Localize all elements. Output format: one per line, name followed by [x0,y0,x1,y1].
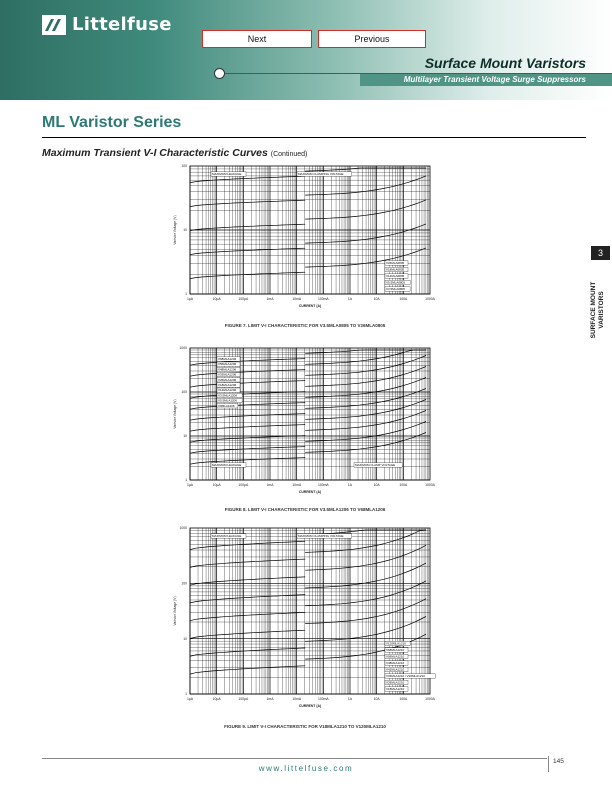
x-tick-label: 100mA [317,697,329,701]
figure-7-caption: FIGURE 7. LIMIT V-I CHARACTERISTIC FOR V3.5MLA0805 TO V26MLA0805 [224,323,386,328]
series-label: V5.5MLA1206 [218,398,238,403]
x-tick-label: 1A [347,483,353,487]
series-label: V26MLA1210 [386,680,405,685]
footer-rule [42,758,547,759]
website-link[interactable]: www.littelfuse.com [258,764,354,773]
figure-9-caption: FIGURE 9. LIMIT V-I CHARACTERISTIC FOR V18MLA1210 TO V120MLA1210 [224,724,386,729]
section-tab-number: 3 [591,246,610,260]
chart-annotation: MAXIMUM CLAMP VOLTAGE [355,463,396,467]
y-tick-label: 1 [185,478,187,483]
x-tick-label: 10A [373,697,380,701]
x-tick-label: 1000A [425,697,435,701]
chart-annotation: MAXIMUM LEAKAGE [212,172,242,176]
x-tick-label: 1000A [425,483,435,487]
x-tick-label: 100mA [317,483,329,487]
figure-7-chart [140,160,450,318]
x-tick-label: 1μA [186,483,194,487]
series-label: V3.5MLA0805 [386,287,406,291]
logo[interactable] [42,14,172,35]
x-tick-label: 1A [347,297,353,301]
series-label: V42MLA1210 [386,667,405,672]
page-header-subtitle: Multilayer Transient Voltage Surge Suppressors [403,75,586,84]
figure-9 [140,522,450,718]
y-tick-label: 1000 [179,526,187,531]
page-number: 145 [553,758,564,765]
series-label: V26MLA0805 [386,261,405,265]
series-label: V56MLA1206 [218,362,237,367]
y-axis-label: Varistor Voltage (V) [173,399,177,429]
series-label: V14MLA1206 [218,388,237,393]
x-tick-label: 100A [399,483,408,487]
x-axis-label: CURRENT (A) [298,304,322,308]
series-label: V3.5MLA1206 [218,393,238,398]
page-header-title: Surface Mount Varistors [424,55,586,71]
next-button[interactable]: Next [202,30,312,48]
x-tick-label: 1A [347,697,353,701]
x-tick-label: 10mA [292,483,302,487]
littelfuse-logo-icon [42,15,66,35]
y-axis-label: Varistor Voltage (V) [173,596,177,626]
y-tick-label: 1 [185,292,187,297]
section-title [42,147,307,159]
y-axis-label: Varistor Voltage (V) [173,215,177,245]
section-tab-line1: SURFACE MOUNT [590,281,597,339]
section-title-suffix: (Continued) [270,151,308,158]
x-axis-label: CURRENT (A) [298,490,322,494]
x-tick-label: 10mA [292,697,302,701]
section-title-text: Maximum Transient V-I Characteristic Curves [42,147,268,159]
figure-9-chart [140,522,450,718]
series-title: ML Varistor Series [42,114,182,131]
series-label: V68MLA1206 [218,357,237,361]
chart-annotation: MAXIMUM LEAKAGE [212,463,242,467]
x-tick-label: 10A [373,297,380,301]
series-label: V48MLA1206 [218,367,237,372]
y-tick-label: 1 [185,692,187,697]
x-tick-label: 10mA [292,297,302,301]
x-tick-label: 100μA [238,697,249,701]
figure-8 [140,342,450,504]
chart-annotation: MAXIMUM LEAKAGE [212,534,242,538]
series-label: V18MLA0805 [386,267,405,272]
series-label: V14MLA0805 [386,274,405,278]
chart-annotation: MAXIMUM CLAMPING VOLTAGE [298,534,344,538]
x-tick-label: 1mA [266,297,274,301]
series-label: V18MLA1210 [386,687,405,691]
section-tab-label [590,282,606,339]
series-label: V9MLA1206 [218,403,235,408]
x-tick-label: 1μA [186,697,194,701]
x-tick-label: 1mA [266,483,274,487]
section-tab-line2: VARISTORS [598,291,605,329]
series-label: V33MLA1210 / V26MLA1210 [386,674,425,678]
chart-annotation: MAXIMUM CLAMPING VOLTAGE [298,172,344,176]
y-tick-label: 100 [181,581,187,586]
x-tick-label: 100A [399,297,408,301]
series-label: V26MLA1206 [218,377,237,382]
x-tick-label: 1000A [425,297,435,301]
x-tick-label: 10A [373,483,380,487]
title-rule [42,137,586,138]
x-tick-label: 100mA [317,297,329,301]
x-tick-label: 10μA [212,697,221,701]
y-tick-label: 100 [181,164,187,169]
series-label: V5.5MLA0805 [386,280,406,285]
y-tick-label: 10 [183,636,187,641]
figure-7 [140,160,450,318]
x-tick-label: 100μA [238,297,249,301]
x-tick-label: 100A [399,697,408,701]
x-tick-label: 1μA [186,297,194,301]
previous-button[interactable]: Previous [318,30,426,48]
x-tick-label: 10μA [212,483,221,487]
series-label: V48MLA1210 [386,661,405,665]
x-axis-label: CURRENT (A) [298,704,322,708]
series-label: V56MLA1210 [386,654,405,659]
y-tick-label: 10 [183,228,187,233]
logo-text: Littelfuse [72,14,172,35]
x-tick-label: 10μA [212,297,221,301]
y-tick-label: 1000 [179,346,187,351]
figure-8-chart [140,342,450,504]
header-circle-ornament [214,68,225,79]
series-label: V33MLA1206 [218,372,237,377]
y-tick-label: 10 [183,434,187,439]
series-label: V68MLA1210 [386,648,405,652]
x-tick-label: 100μA [238,483,249,487]
series-label: V120MLA1210 [386,641,406,646]
figure-8-caption: FIGURE 8. LIMIT V-I CHARACTERISTIC FOR V3.5MLA1206 TO V68MLA1206 [224,507,386,512]
x-tick-label: 1mA [266,697,274,701]
series-label: V18MLA1206 [218,383,237,387]
y-tick-label: 100 [181,390,187,395]
